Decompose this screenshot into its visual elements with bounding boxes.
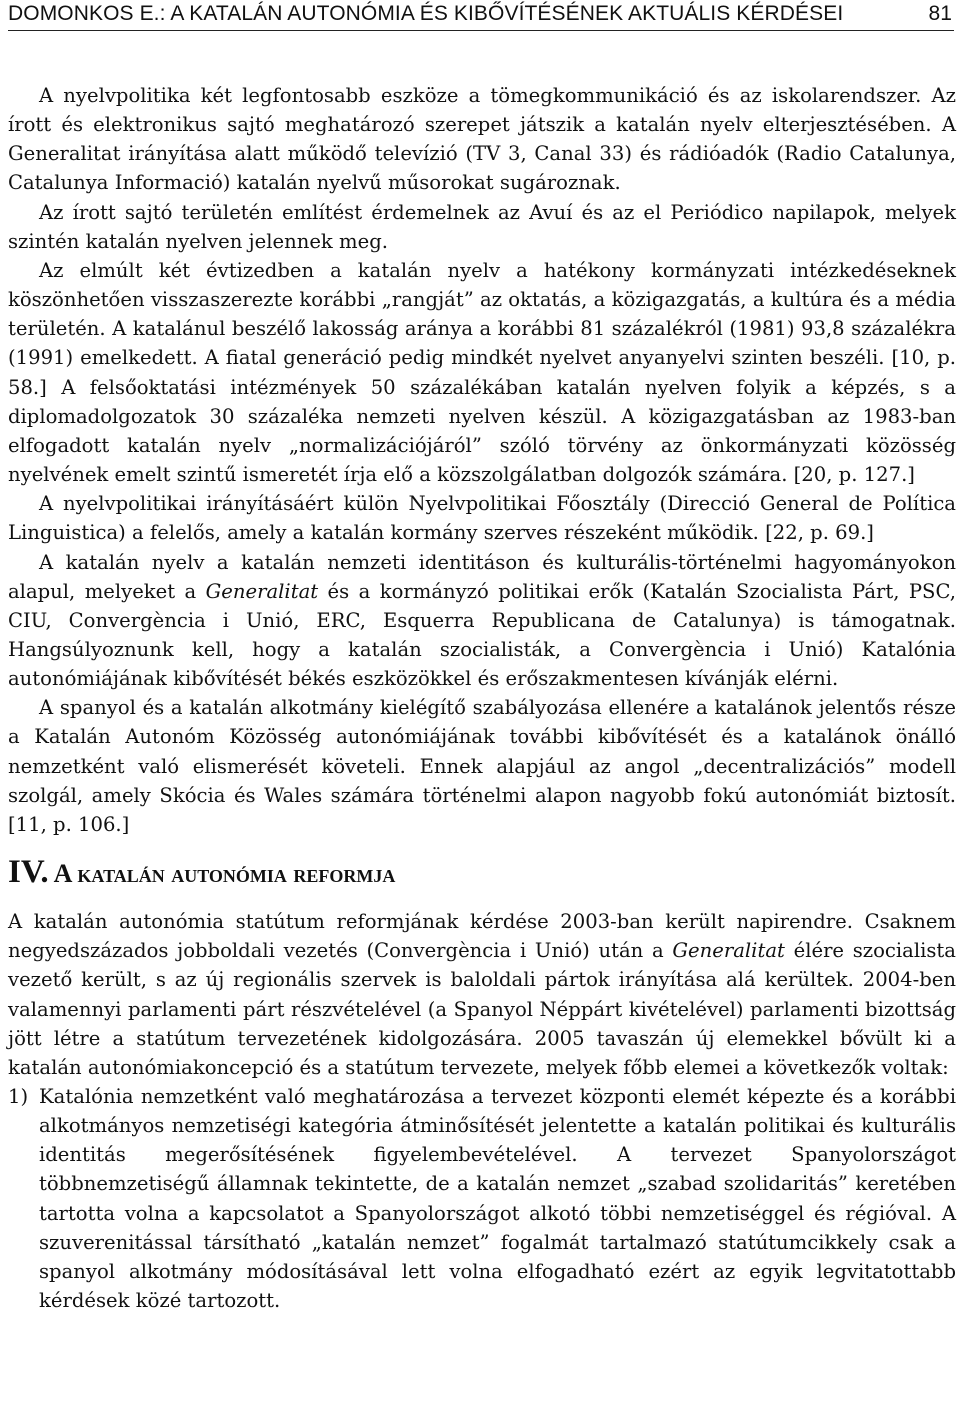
sentence: Hangsúlyoznunk kell, hogy a katalán szocialisták, a Convergència i Unió) Katalónia autonómiájának kibővítését békés eszközökkel és erőszakmentesen kívánják elérni.: [8, 637, 956, 691]
running-title: DOMONKOS E.: A KATALÁN AUTONÓMIA ÉS KIBŐVÍTÉSÉNEK AKTUÁLIS KÉRDÉSEI: [8, 2, 844, 25]
sentence: Ennek alapjául az angol „decentralizációs” modell szolgál, amely Skócia és Wales számára történelmi alapon nagyobb fokú autonómiát biztosít. [11, p. 106.]: [8, 754, 956, 836]
section-heading: [8, 853, 956, 896]
paragraph: [8, 198, 956, 256]
sentence: A katalán nyelv a katalán nemzeti identitáson és kulturális-történelmi hagyományokon alapul, melyeket a: [8, 550, 956, 603]
page-number: 81: [928, 2, 952, 25]
paragraph: [8, 548, 956, 694]
sentence: és a kormányzó politikai erők (Katalán Szocialista Párt, PSC, CIU, Convergència i Unió, ERC, Esquerra Republicana de Catalunya) is támogatnak.: [8, 579, 957, 632]
body-text: [8, 81, 956, 1315]
sentence: Az elmúlt két évtizedben a katalán nyelv a hatékony kormányzati intézkedéseknek köszönhetően visszaszerezte korábbi „rangját” az oktatás, a közigazgatás, a kultúra és a média területén.: [8, 258, 956, 341]
paragraph: [8, 489, 956, 547]
sentence: élére szocialista vezető került, s az új regionális szervek is baloldali pártok irányítása alá kerültek. 2004-ben valamennyi parlamenti párt részvételével (a Spanyol Néppárt kivételével) parlamenti bizottság jött létre a statútum tervezetének kidolgozására. 2005 tavaszán új elemekkel bővült ki a katalán autonómiakoncepció és a statútum tervezete, melyek főbb elemei a következők voltak:: [8, 939, 956, 1079]
italic-term: Generalitat: [672, 939, 785, 963]
sentence: A katalán autonómia statútum reformjának kérdése 2003-ban került napirendre. Csaknem negyedszázados jobboldali vezetés (Convergència i Unió) után a: [8, 910, 956, 963]
section-number: IV.: [8, 854, 49, 891]
sentence: A Generalitat irányítása alatt működő televízió (TV 3, Canal 33) és rádióadók (Radio Catalunya, Catalunya Informació) katalán nyelvű műsorokat sugároznak.: [8, 113, 956, 195]
paragraph: [8, 907, 956, 1082]
section-title: A katalán autonómia reformja: [53, 859, 396, 889]
paragraph: [8, 81, 956, 198]
sentence: Az írott sajtó területén említést érdemelnek az Avuí és az el Periódico napilapok, melyek szintén katalán nyelven jelennek meg.: [8, 200, 956, 253]
sentence: A nyelvpolitikai irányításáért külön Nyelvpolitikai Főosztály (Direcció General de Política Linguistica) a felelős, amely a katalán kormány szerves részeként működik. [22, p. 69.]: [8, 492, 956, 545]
sentence: A felsőoktatási intézmények 50 százalékában katalán nyelven folyik a képzés, s a diplomadolgozatok 30 százaléka nemzeti nyelven készül.: [8, 375, 956, 428]
sentence: A katalánul beszélő lakosság aránya a korábbi 81 százalékról (1981) 93,8 százalékra (1991) emelkedett.: [8, 317, 956, 370]
paragraph: [8, 693, 956, 839]
sentence: A spanyol és a katalán alkotmány kielégítő szabályozása ellenére a katalánok jelentős része a Katalán Autonóm Közösség autonómiájának további kibővítését és a katalánok önálló nemzetként való elismerését követeli.: [8, 696, 956, 778]
sentence: A nyelvpolitika két legfontosabb eszköze a tömegkommunikáció és az iskolarendszer.: [39, 84, 922, 107]
paragraph: [8, 256, 956, 489]
list-marker: 1): [8, 1085, 29, 1108]
sentence: A közigazgatásban az 1983-ban elfogadott katalán nyelv „normalizációjáról” szóló törvény az önkormányzati közösség nyelvének emelt szintű ismeretét írja elő a közszolgálatban dolgozók számára. [20, p. 127.]: [8, 404, 956, 487]
sentence: A fiatal generáció pedig mindkét nyelvet anyanyelvi szinten beszéli. [10, p. 58.]: [8, 346, 956, 399]
running-header: [8, 2, 954, 31]
list-item: [8, 1082, 956, 1315]
sentence: Az írott és elektronikus sajtó meghatározó szerepet játszik a katalán nyelv elterjesztésében.: [8, 84, 956, 137]
italic-term: Generalitat: [205, 579, 319, 603]
list-item-text: Katalónia nemzetként való meghatározása a tervezet központi elemét képezte és a korábbi alkotmányos nemzetiségi kategória átminősítését jelentette a katalán politikai és kulturális identitás megerősítésének figyelembevételével. A tervezet Spanyolországot többnemzetiségű államnak tekintette, de a katalán nemzet „szabad szolidaritás” keretében tartotta volna a kapcsolatot a Spanyolországot alkotó többi nemzetiséggel és régióval. A szuverenitással társítható „katalán nemzet” fogalmát tartalmazó statútumcikkely csak a spanyol alkotmány módosításával lett volna elfogadható ezért az egyik legvitatottabb kérdések közé tartozott.: [39, 1085, 956, 1313]
